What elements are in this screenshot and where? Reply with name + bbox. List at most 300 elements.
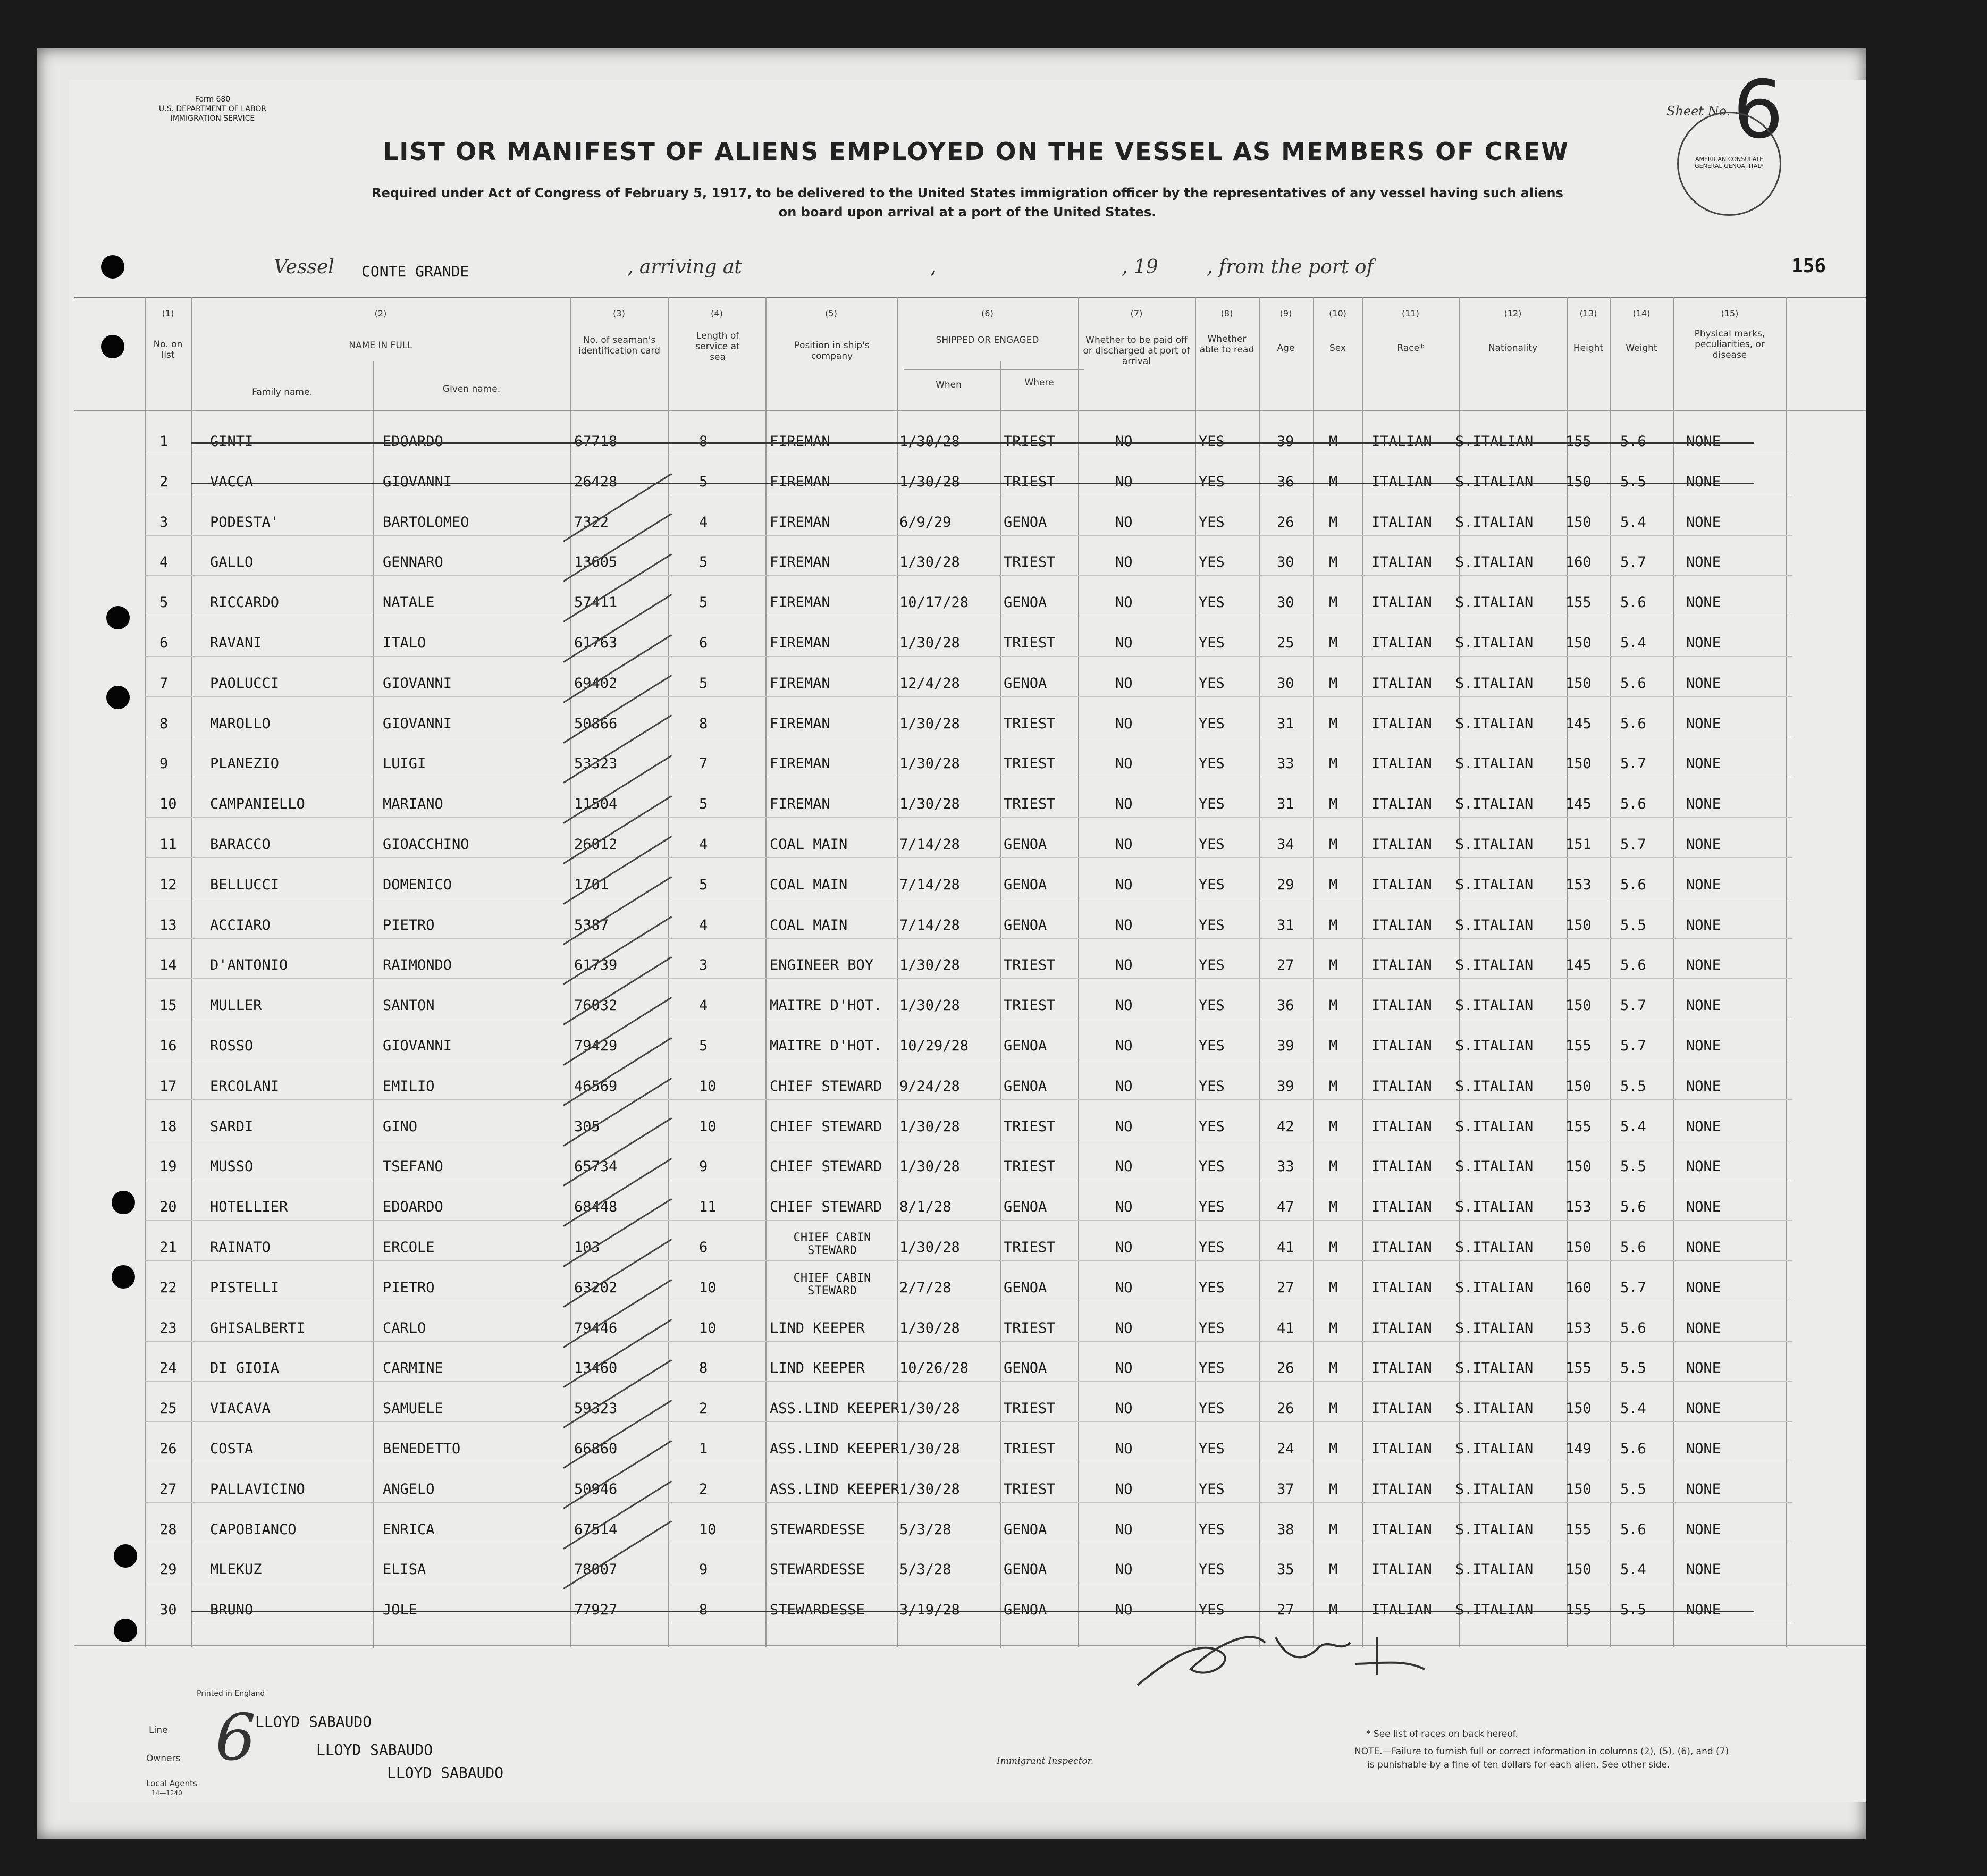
cell-able-to-read: YES [1199,1521,1225,1538]
cell-race: ITALIAN [1371,1038,1432,1054]
cell-weight: 5.5 [1620,473,1646,490]
cell-shipped-where: TRIEST [1004,1441,1056,1457]
races-note: * See list of races on back hereof. [1366,1729,1518,1739]
cell-sex: M [1329,675,1338,692]
cell-row-number: 18 [159,1118,177,1135]
cell-age: 39 [1277,1038,1294,1054]
cell-height: 145 [1565,957,1592,974]
cell-physical-marks: NONE [1686,1602,1721,1619]
cell-height: 150 [1565,997,1592,1014]
cell-sex: M [1329,1561,1338,1578]
cell-race: ITALIAN [1371,1158,1432,1175]
cell-weight: 5.4 [1620,514,1646,531]
cell-nationality: S.ITALIAN [1455,1561,1534,1578]
cell-service-length: 4 [699,514,708,531]
cell-able-to-read: YES [1199,916,1225,933]
cell-position: CHIEF STEWARD [770,1078,882,1095]
cell-given-name: DOMENICO [383,876,452,893]
punch-hole [101,335,124,358]
cell-nationality: S.ITALIAN [1455,1441,1534,1457]
cell-family-name: CAPOBIANCO [210,1521,297,1538]
cell-shipped-where: GENOA [1004,1279,1047,1296]
col-5-header: Position in ship's company [794,340,870,361]
row-rule [145,535,1792,536]
cell-height: 145 [1565,796,1592,813]
cell-position: CHIEF CABIN STEWARD [793,1231,871,1257]
cell-shipped-where: GENOA [1004,514,1047,531]
cell-nationality: S.ITALIAN [1455,1521,1534,1538]
cell-sex: M [1329,876,1338,893]
cell-family-name: BARACCO [210,836,271,853]
cell-weight: 5.6 [1620,796,1646,813]
cell-family-name: PLANEZIO [210,755,280,772]
cell-given-name: GIOVANNI [383,473,452,490]
cell-weight: 5.7 [1620,836,1646,853]
col-13-number: (13) [1579,308,1597,318]
cell-given-name: MARIANO [383,796,443,813]
line-label: Line [149,1725,168,1736]
cell-given-name: RAIMONDO [383,957,452,974]
cell-able-to-read: YES [1199,433,1225,450]
punch-hole [106,606,130,629]
cell-weight: 5.5 [1620,916,1646,933]
cell-position: FIREMAN [770,473,830,490]
col-1-number: (1) [162,308,174,318]
cell-race: ITALIAN [1371,1602,1432,1619]
page-number: 156 [1791,255,1826,277]
cell-family-name: RAINATO [210,1239,271,1256]
cell-given-name: SANTON [383,997,435,1014]
cell-shipped-when: 7/14/28 [899,836,960,853]
cell-given-name: CARLO [383,1319,426,1336]
cell-nationality: S.ITALIAN [1455,594,1534,611]
cell-sex: M [1329,1521,1338,1538]
cell-able-to-read: YES [1199,1319,1225,1336]
cell-weight: 5.6 [1620,1199,1646,1216]
cell-race: ITALIAN [1371,1400,1432,1417]
cell-shipped-when: 1/30/28 [899,433,960,450]
cell-height: 153 [1565,1319,1592,1336]
cell-age: 36 [1277,997,1294,1014]
cell-age: 30 [1277,554,1294,571]
cell-shipped-when: 8/1/28 [899,1199,952,1216]
cell-paid-off: NO [1115,796,1133,813]
cell-height: 160 [1565,1279,1592,1296]
cell-service-length: 3 [699,957,708,974]
cell-family-name: PALLAVICINO [210,1480,305,1498]
cell-row-number: 30 [159,1602,177,1619]
cell-age: 42 [1277,1118,1294,1135]
cell-paid-off: NO [1115,1078,1133,1095]
cell-nationality: S.ITALIAN [1455,876,1534,893]
cell-given-name: EMILIO [383,1078,435,1095]
cell-shipped-where: TRIEST [1004,715,1056,732]
cell-shipped-when: 5/3/28 [899,1561,952,1578]
cell-service-length: 10 [699,1078,717,1095]
cell-id-card-number: 57411 [574,594,618,611]
cell-age: 25 [1277,635,1294,651]
col-rule [1000,361,1001,1648]
inspector-label: Immigrant Inspector. [997,1756,1094,1766]
cell-physical-marks: NONE [1686,997,1721,1014]
cell-height: 150 [1565,755,1592,772]
cell-position: STEWARDESSE [770,1561,865,1578]
cell-sex: M [1329,1319,1338,1336]
cell-physical-marks: NONE [1686,675,1721,692]
cell-physical-marks: NONE [1686,836,1721,853]
cell-position: STEWARDESSE [770,1521,865,1538]
cell-able-to-read: YES [1199,1279,1225,1296]
cell-given-name: ELISA [383,1561,426,1578]
cell-id-card-number: 65734 [574,1158,618,1175]
cell-service-length: 5 [699,1038,708,1054]
strike-through-line [191,483,1754,484]
cell-age: 30 [1277,594,1294,611]
cell-nationality: S.ITALIAN [1455,1078,1534,1095]
cell-service-length: 5 [699,876,708,893]
cell-shipped-when: 7/14/28 [899,916,960,933]
cell-paid-off: NO [1115,1319,1133,1336]
col-9-number: (9) [1279,308,1292,318]
cell-service-length: 1 [699,1441,708,1457]
cell-shipped-when: 1/30/28 [899,1118,960,1135]
col-8-number: (8) [1220,308,1233,318]
cell-service-length: 5 [699,473,708,490]
cell-id-card-number: 66860 [574,1441,618,1457]
cell-age: 39 [1277,1078,1294,1095]
cell-height: 150 [1565,1480,1592,1498]
cell-weight: 5.6 [1620,715,1646,732]
owners-value: LLOYD SABAUDO [316,1741,433,1759]
cell-shipped-when: 1/30/28 [899,997,960,1014]
cell-height: 150 [1565,675,1592,692]
cell-sex: M [1329,635,1338,651]
cell-shipped-where: GENOA [1004,1521,1047,1538]
cell-height: 155 [1565,1038,1592,1054]
cell-able-to-read: YES [1199,1158,1225,1175]
cell-able-to-read: YES [1199,675,1225,692]
cell-given-name: BENEDETTO [383,1441,461,1457]
cell-weight: 5.6 [1620,433,1646,450]
cell-age: 35 [1277,1561,1294,1578]
cell-family-name: MULLER [210,997,262,1014]
cell-able-to-read: YES [1199,715,1225,732]
cell-service-length: 4 [699,916,708,933]
cell-age: 31 [1277,916,1294,933]
cell-age: 26 [1277,1360,1294,1377]
cell-id-card-number: 11504 [574,796,618,813]
cell-family-name: DI GIOIA [210,1360,280,1377]
col-7-header: Whether to be paid off or discharged at port of arrival [1083,335,1190,367]
cell-row-number: 8 [159,715,169,732]
cell-nationality: S.ITALIAN [1455,1038,1534,1054]
strike-through-line [191,1611,1754,1612]
cell-height: 160 [1565,554,1592,571]
cell-able-to-read: YES [1199,1360,1225,1377]
col-12-number: (12) [1504,308,1522,318]
cell-nationality: S.ITALIAN [1455,1360,1534,1377]
cell-height: 153 [1565,1199,1592,1216]
col-9-header: Age [1277,343,1295,354]
printed-note: Printed in England [197,1689,265,1698]
cell-paid-off: NO [1115,1441,1133,1457]
cell-service-length: 11 [699,1199,717,1216]
col-rule [145,297,146,1647]
cell-nationality: S.ITALIAN [1455,916,1534,933]
cell-id-card-number: 46569 [574,1078,618,1095]
cell-age: 27 [1277,957,1294,974]
cell-id-card-number: 61763 [574,635,618,651]
cell-physical-marks: NONE [1686,1521,1721,1538]
cell-height: 150 [1565,916,1592,933]
cell-race: ITALIAN [1371,1561,1432,1578]
col-5-number: (5) [825,308,837,318]
agents-code: 14—1240 [151,1789,182,1797]
col-rule [1078,297,1079,1647]
cell-position: CHIEF STEWARD [770,1118,882,1135]
cell-shipped-when: 1/30/28 [899,1239,960,1256]
cell-nationality: S.ITALIAN [1455,1319,1534,1336]
cell-sex: M [1329,433,1338,450]
cell-row-number: 28 [159,1521,177,1538]
cell-race: ITALIAN [1371,916,1432,933]
form-subtitle [298,183,1637,222]
cell-weight: 5.6 [1620,1239,1646,1256]
row-rule [145,1099,1792,1100]
cell-id-card-number: 68448 [574,1199,618,1216]
cell-paid-off: NO [1115,554,1133,571]
cell-shipped-when: 1/30/28 [899,1400,960,1417]
cell-race: ITALIAN [1371,755,1432,772]
cell-nationality: S.ITALIAN [1455,1199,1534,1216]
cell-position: ASS.LIND KEEPER [770,1480,899,1498]
stamp-text: AMERICAN CONSULATE GENERAL GENOA, ITALY [1695,156,1764,170]
cell-paid-off: NO [1115,635,1133,651]
cell-service-length: 10 [699,1279,717,1296]
cell-row-number: 2 [159,473,169,490]
row-rule [145,1341,1792,1342]
cell-height: 150 [1565,1561,1592,1578]
col-rule [191,297,192,1647]
row-rule [145,1502,1792,1503]
cell-row-number: 4 [159,554,169,571]
cell-age: 34 [1277,836,1294,853]
cell-row-number: 10 [159,796,177,813]
cell-shipped-where: TRIEST [1004,755,1056,772]
cell-able-to-read: YES [1199,1561,1225,1578]
cell-nationality: S.ITALIAN [1455,514,1534,531]
cell-weight: 5.5 [1620,1360,1646,1377]
cell-shipped-when: 3/19/28 [899,1602,960,1619]
cell-shipped-when: 1/30/28 [899,1158,960,1175]
cell-weight: 5.6 [1620,594,1646,611]
cell-paid-off: NO [1115,997,1133,1014]
cell-shipped-when: 1/30/28 [899,796,960,813]
subtitle-line-1: Required under Act of Congress of February 5, 1917, to be delivered to the United States immigration officer by the representatives of any vessel having such aliens [372,186,1563,200]
cell-weight: 5.7 [1620,554,1646,571]
cell-race: ITALIAN [1371,876,1432,893]
cell-physical-marks: NONE [1686,1319,1721,1336]
col-6-when-header: When [936,380,962,390]
cell-physical-marks: NONE [1686,957,1721,974]
cell-weight: 5.4 [1620,1400,1646,1417]
cell-given-name: LUIGI [383,755,426,772]
cell-physical-marks: NONE [1686,1360,1721,1377]
cell-age: 26 [1277,1400,1294,1417]
cell-given-name: GENNARO [383,554,443,571]
cell-family-name: GALLO [210,554,254,571]
cell-row-number: 27 [159,1480,177,1498]
cell-nationality: S.ITALIAN [1455,957,1534,974]
cell-position: FIREMAN [770,433,830,450]
from-port-label: , from the port of [1207,256,1374,278]
cell-row-number: 29 [159,1561,177,1578]
cell-family-name: MAROLLO [210,715,271,732]
cell-shipped-when: 1/30/28 [899,755,960,772]
cell-family-name: MLEKUZ [210,1561,262,1578]
col-rule [570,297,571,1647]
cell-service-length: 10 [699,1521,717,1538]
cell-paid-off: NO [1115,1480,1133,1498]
cell-paid-off: NO [1115,594,1133,611]
cell-service-length: 6 [699,635,708,651]
col-3-header: No. of seaman's identification card [578,335,660,356]
cell-family-name: ACCIARO [210,916,271,933]
cell-id-card-number: 26012 [574,836,618,853]
subtitle-line-2: on board upon arrival at a port of the United States. [778,205,1157,220]
cell-race: ITALIAN [1371,1239,1432,1256]
cell-able-to-read: YES [1199,997,1225,1014]
cell-paid-off: NO [1115,876,1133,893]
cell-family-name: RICCARDO [210,594,280,611]
punch-hole [101,255,124,279]
inspector-signature [1127,1605,1478,1701]
col-2-family-header: Family name. [252,387,313,398]
cell-shipped-where: GENOA [1004,675,1047,692]
cell-weight: 5.5 [1620,1602,1646,1619]
cell-age: 39 [1277,433,1294,450]
cell-height: 150 [1565,635,1592,651]
form-title: LIST OR MANIFEST OF ALIENS EMPLOYED ON THE VESSEL AS MEMBERS OF CREW [383,137,1570,166]
cell-physical-marks: NONE [1686,1441,1721,1457]
cell-able-to-read: YES [1199,1078,1225,1095]
cell-sex: M [1329,1400,1338,1417]
cell-sex: M [1329,796,1338,813]
cell-sex: M [1329,755,1338,772]
cell-paid-off: NO [1115,836,1133,853]
cell-weight: 5.6 [1620,957,1646,974]
cell-age: 31 [1277,796,1294,813]
cell-race: ITALIAN [1371,675,1432,692]
cell-sex: M [1329,1199,1338,1216]
cell-row-number: 19 [159,1158,177,1175]
cell-position: FIREMAN [770,796,830,813]
cell-able-to-read: YES [1199,1480,1225,1498]
cell-weight: 5.4 [1620,635,1646,651]
cell-paid-off: NO [1115,1279,1133,1296]
row-rule [145,1220,1792,1221]
sheet-label: Sheet No. [1666,104,1731,119]
col-7-number: (7) [1130,308,1143,318]
penalty-note-1: NOTE.—Failure to furnish full or correct information in columns (2), (5), (6), and (7) [1354,1746,1729,1757]
cell-age: 37 [1277,1480,1294,1498]
cell-family-name: BELLUCCI [210,876,280,893]
cell-shipped-where: GENOA [1004,1602,1047,1619]
cell-age: 41 [1277,1239,1294,1256]
cell-sex: M [1329,473,1338,490]
cell-row-number: 1 [159,433,169,450]
col-12-header: Nationality [1488,343,1538,354]
cell-service-length: 2 [699,1400,708,1417]
cell-nationality: S.ITALIAN [1455,433,1534,450]
cell-row-number: 21 [159,1239,177,1256]
cell-nationality: S.ITALIAN [1455,1158,1534,1175]
cell-sex: M [1329,1078,1338,1095]
cell-paid-off: NO [1115,755,1133,772]
cell-physical-marks: NONE [1686,1078,1721,1095]
cell-shipped-when: 1/30/28 [899,1480,960,1498]
cell-able-to-read: YES [1199,1199,1225,1216]
cell-able-to-read: YES [1199,1400,1225,1417]
table-bottom-rule [74,1645,1866,1646]
cell-sex: M [1329,836,1338,853]
comma-separator: , [930,256,937,278]
cell-sex: M [1329,997,1338,1014]
cell-age: 31 [1277,715,1294,732]
cell-height: 155 [1565,1602,1592,1619]
cell-nationality: S.ITALIAN [1455,796,1534,813]
service: IMMIGRATION SERVICE [170,114,255,123]
department: U.S. DEPARTMENT OF LABOR [158,105,267,113]
cell-row-number: 24 [159,1360,177,1377]
cell-paid-off: NO [1115,957,1133,974]
cell-height: 155 [1565,433,1592,450]
col-rule [1786,297,1787,1647]
cell-paid-off: NO [1115,916,1133,933]
cell-nationality: S.ITALIAN [1455,1400,1534,1417]
cell-family-name: PODESTA' [210,514,280,531]
cell-row-number: 6 [159,635,169,651]
cell-physical-marks: NONE [1686,1158,1721,1175]
cell-able-to-read: YES [1199,473,1225,490]
cell-shipped-where: GENOA [1004,836,1047,853]
cell-position: COAL MAIN [770,876,848,893]
cell-race: ITALIAN [1371,715,1432,732]
cell-id-card-number: 13605 [574,554,618,571]
cell-position: CHIEF STEWARD [770,1199,882,1216]
cell-row-number: 11 [159,836,177,853]
cell-shipped-where: TRIEST [1004,796,1056,813]
vessel-label: Vessel [274,256,334,278]
cell-sex: M [1329,1158,1338,1175]
cell-position: CHIEF CABIN STEWARD [793,1271,871,1298]
cell-shipped-when: 10/29/28 [899,1038,969,1054]
cell-row-number: 13 [159,916,177,933]
row-rule [145,575,1792,576]
col-15-header: Physical marks, peculiarities, or disease [1694,329,1765,360]
cell-height: 149 [1565,1441,1592,1457]
cell-id-card-number: 7322 [574,514,609,531]
cell-physical-marks: NONE [1686,1400,1721,1417]
col-6-header: SHIPPED OR ENGAGED [936,335,1039,346]
cell-position: FIREMAN [770,635,830,651]
cell-race: ITALIAN [1371,594,1432,611]
cell-row-number: 15 [159,997,177,1014]
col-14-number: (14) [1632,308,1651,318]
cell-paid-off: NO [1115,675,1133,692]
cell-id-card-number: 50946 [574,1480,618,1498]
cell-able-to-read: YES [1199,957,1225,974]
